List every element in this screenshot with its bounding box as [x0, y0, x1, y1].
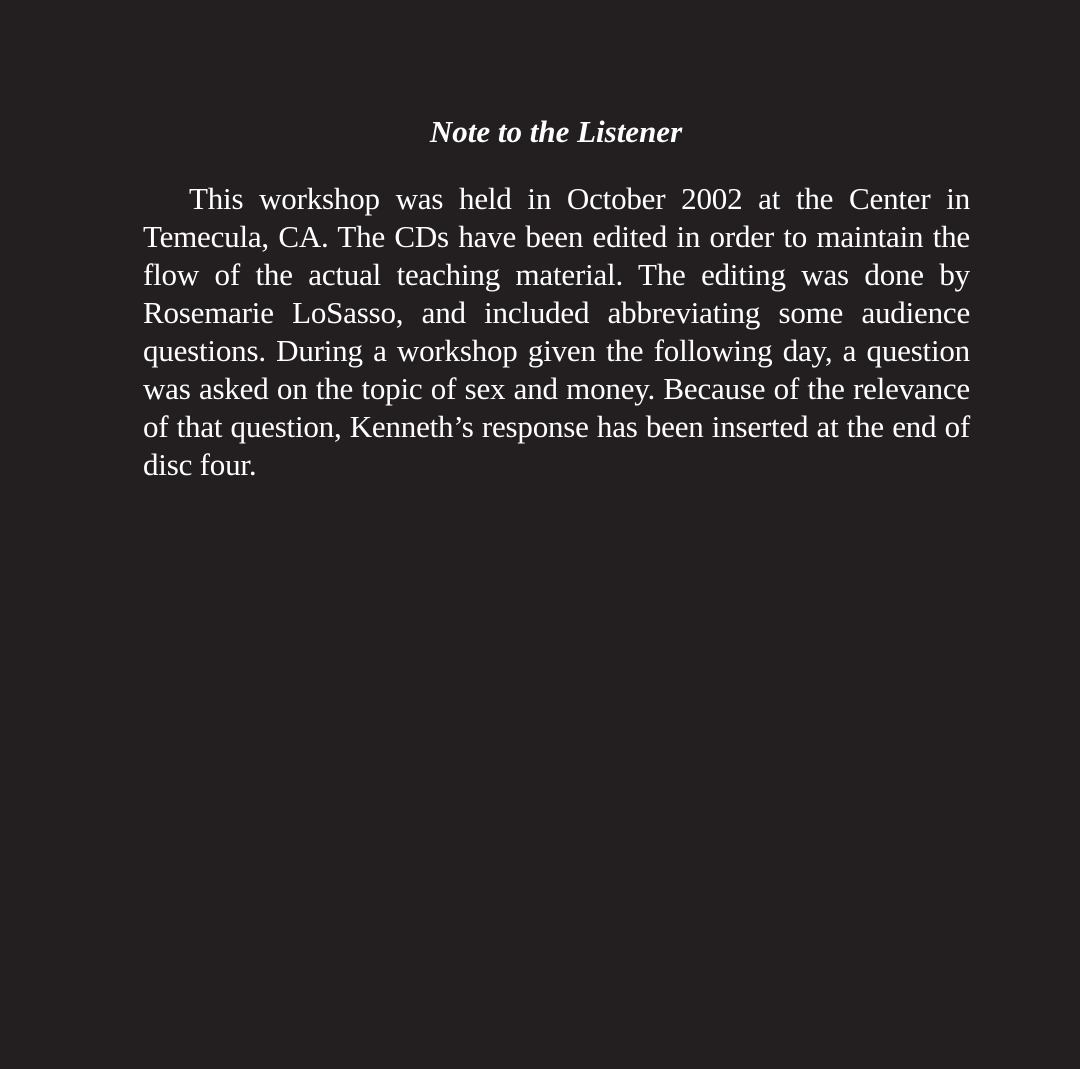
note-title: Note to the Listener: [429, 114, 683, 149]
note-body: This workshop was held in October 2002 at the Center in Temecula, CA. The CDs have been edited in order to maintain the flow of the actual teaching material. The editing was done by Rosemarie LoSasso, and included abbreviating some audience questions. During a workshop given the following day, a question was asked on the topic of sex and money. Because of the relevance of that question, Kenneth’s response has been inserted at the end of disc four.: [143, 181, 970, 482]
